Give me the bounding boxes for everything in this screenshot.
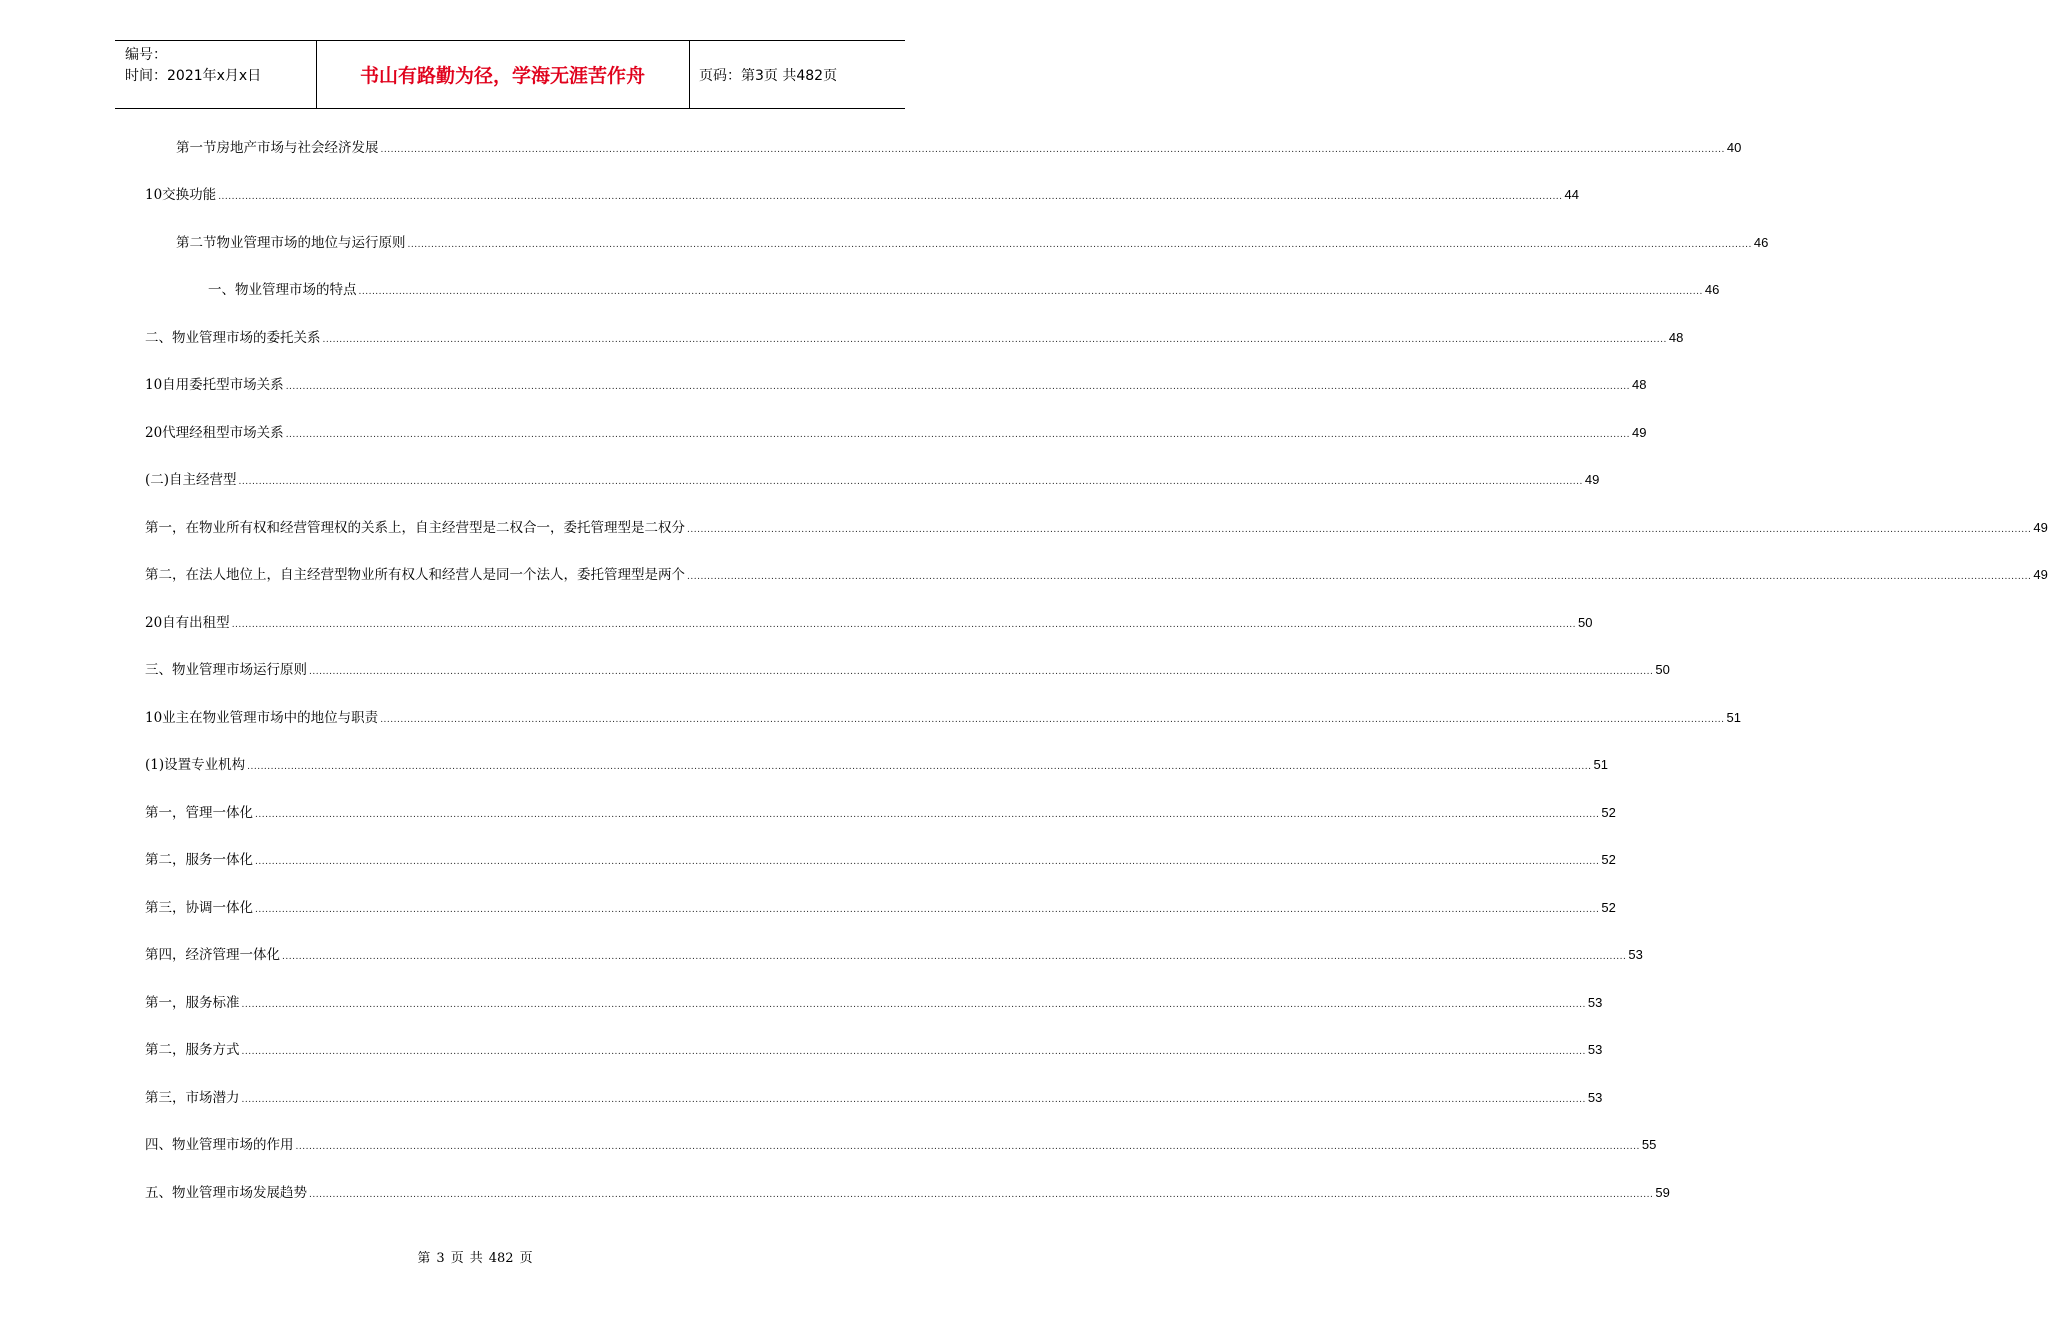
toc-entry[interactable] (145, 899, 1616, 917)
toc-entry[interactable] (145, 614, 1593, 632)
toc-entry-title: 第一，在物业所有权和经营管理权的关系上，自主经营型是二权合一，委托管理型是二权分 (145, 520, 685, 536)
toc-entry[interactable] (176, 139, 1742, 157)
header-page-label: 页码：第3页 共482页 (699, 68, 838, 84)
footer-ye: 页 (519, 1251, 533, 1266)
toc-entry-page: 49 (2033, 520, 2048, 535)
toc-entry-page: 51 (1726, 710, 1741, 725)
toc-leader-dots: ................................................................................................................................................................................................................................................................................................................................................................................................................ (255, 810, 1600, 820)
toc-entry-title: 10自用委托型市场关系 (145, 377, 284, 393)
toc-leader-dots: ................................................................................................................................................................................................................................................................................................................................................................................................................ (238, 477, 1583, 487)
page-footer (0, 1247, 950, 1266)
number-label: 编号： (125, 47, 167, 63)
toc-entry[interactable] (145, 1136, 1657, 1154)
toc-entry-title: 第四，经济管理一体化 (145, 947, 280, 963)
toc-entry[interactable] (145, 471, 1600, 489)
toc-entry-title: 五、物业管理市场发展趋势 (145, 1185, 307, 1201)
toc-entry-page: 49 (1632, 425, 1647, 440)
toc-entry[interactable] (145, 329, 1684, 347)
toc-leader-dots: ................................................................................................................................................................................................................................................................................................................................................................................................................ (255, 905, 1600, 915)
toc-entry-page: 48 (1668, 330, 1684, 345)
toc-entry-title: 第二，服务方式 (145, 1042, 240, 1058)
toc-entry-title: 四、物业管理市场的作用 (145, 1137, 294, 1153)
toc-leader-dots: ................................................................................................................................................................................................................................................................................................................................................................................................................ (407, 240, 1752, 250)
toc-entry[interactable] (145, 804, 1616, 822)
toc-entry-page: 40 (1726, 140, 1742, 155)
toc-entry-page: 52 (1601, 900, 1616, 915)
toc-entry-page: 59 (1655, 1185, 1670, 1200)
footer-current-page: 3 (436, 1251, 445, 1266)
toc-entry[interactable] (145, 376, 1647, 394)
toc-entry-page: 52 (1601, 805, 1616, 820)
toc-entry-title: 第一，管理一体化 (145, 805, 253, 821)
toc-entry-page: 46 (1704, 282, 1720, 297)
footer-di: 第 (417, 1251, 431, 1266)
toc-entry-page: 50 (1655, 662, 1670, 677)
toc-leader-dots: ................................................................................................................................................................................................................................................................................................................................................................................................................ (285, 430, 1631, 440)
header-motto: 书山有路勤为径，学海无涯苦作舟 (359, 65, 645, 87)
toc-leader-dots: ................................................................................................................................................................................................................................................................................................................................................................................................................ (309, 667, 1654, 677)
toc-entry[interactable] (145, 756, 1608, 774)
toc-entry-title: 20代理经租型市场关系 (145, 425, 284, 441)
toc-leader-dots: ................................................................................................................................................................................................................................................................................................................................................................................................................ (358, 287, 1703, 297)
toc-leader-dots: ................................................................................................................................................................................................................................................................................................................................................................................................................ (255, 857, 1600, 867)
toc-leader-dots: ................................................................................................................................................................................................................................................................................................................................................................................................................ (247, 762, 1592, 772)
toc-entry-page: 53 (1587, 995, 1603, 1010)
toc-entry-title: 20自有出租型 (145, 615, 230, 631)
toc-leader-dots: ................................................................................................................................................................................................................................................................................................................................................................................................................ (241, 1095, 1586, 1105)
toc-leader-dots: ................................................................................................................................................................................................................................................................................................................................................................................................................ (241, 1047, 1586, 1057)
toc-entry-page: 55 (1641, 1137, 1657, 1152)
toc-entry-title: (1)设置专业机构 (145, 757, 246, 773)
toc-entry[interactable] (145, 1089, 1603, 1107)
toc-entry-page: 48 (1632, 377, 1647, 392)
toc-entry[interactable] (145, 424, 1647, 442)
toc-entry-title: 第三，市场潜力 (145, 1090, 240, 1106)
toc-entry-title: 二、物业管理市场的委托关系 (145, 330, 321, 346)
time-label: 时间：2021年x月x日 (125, 68, 262, 84)
toc-entry[interactable] (145, 946, 1643, 964)
toc-entry-title: 10交换功能 (145, 187, 217, 203)
toc-entry-title: 三、物业管理市场运行原则 (145, 662, 307, 678)
toc-entry[interactable] (145, 519, 2048, 537)
toc-entry[interactable] (145, 709, 1741, 727)
toc-leader-dots: ................................................................................................................................................................................................................................................................................................................................................................................................................ (687, 525, 2032, 535)
toc-leader-dots: ................................................................................................................................................................................................................................................................................................................................................................................................................ (380, 145, 1725, 155)
toc-entry[interactable] (145, 186, 1579, 204)
toc-entry-title: 第二，服务一体化 (145, 852, 253, 868)
toc-entry-page: 53 (1587, 1090, 1603, 1105)
toc-leader-dots: ................................................................................................................................................................................................................................................................................................................................................................................................................ (380, 715, 1725, 725)
toc-leader-dots: ................................................................................................................................................................................................................................................................................................................................................................................................................ (218, 192, 1563, 202)
toc-entry[interactable] (145, 851, 1616, 869)
toc-leader-dots: ................................................................................................................................................................................................................................................................................................................................................................................................................ (309, 1190, 1654, 1200)
toc-entry-page: 52 (1601, 852, 1616, 867)
footer-ye: 页 (450, 1251, 464, 1266)
toc-entry-title: (二)自主经营型 (145, 472, 237, 488)
toc-entry-page: 50 (1578, 615, 1593, 630)
toc-entry-title: 第三，协调一体化 (145, 900, 253, 916)
toc-entry[interactable] (176, 234, 1769, 252)
toc-entry-title: 第二节物业管理市场的地位与运行原则 (176, 235, 406, 251)
toc-entry[interactable] (145, 1184, 1670, 1202)
toc-leader-dots: ................................................................................................................................................................................................................................................................................................................................................................................................................ (285, 382, 1631, 392)
footer-gong: 共 (469, 1251, 483, 1266)
toc-entry[interactable] (145, 566, 2048, 584)
toc-leader-dots: ................................................................................................................................................................................................................................................................................................................................................................................................................ (241, 1000, 1586, 1010)
toc-entry-title: 第二，在法人地位上，自主经营型物业所有权人和经营人是同一个法人，委托管理型是两个 (145, 567, 685, 583)
toc-entry-title: 一、物业管理市场的特点 (208, 282, 357, 298)
toc-entry-page: 53 (1628, 947, 1643, 962)
toc-entry[interactable] (145, 661, 1670, 679)
toc-leader-dots: ................................................................................................................................................................................................................................................................................................................................................................................................................ (322, 335, 1667, 345)
toc-entry[interactable] (145, 994, 1603, 1012)
toc-entry-page: 53 (1587, 1042, 1603, 1057)
toc-leader-dots: ................................................................................................................................................................................................................................................................................................................................................................................................................ (687, 572, 2032, 582)
toc-leader-dots: ................................................................................................................................................................................................................................................................................................................................................................................................................ (295, 1142, 1640, 1152)
toc-entry[interactable] (208, 281, 1720, 299)
toc-entry-page: 49 (2033, 567, 2048, 582)
toc-entry-title: 10业主在物业管理市场中的地位与职责 (145, 710, 379, 726)
toc-leader-dots: ................................................................................................................................................................................................................................................................................................................................................................................................................ (231, 620, 1577, 630)
toc-entry[interactable] (145, 1041, 1603, 1059)
toc-entry-title: 第一，服务标准 (145, 995, 240, 1011)
toc-entry-title: 第一节房地产市场与社会经济发展 (176, 140, 379, 156)
toc-leader-dots: ................................................................................................................................................................................................................................................................................................................................................................................................................ (282, 952, 1627, 962)
toc-entry-page: 46 (1753, 235, 1769, 250)
footer-total-pages: 482 (488, 1251, 514, 1266)
toc-entry-page: 49 (1584, 472, 1600, 487)
toc-entry-page: 44 (1564, 187, 1579, 202)
toc-entry-page: 51 (1593, 757, 1608, 772)
